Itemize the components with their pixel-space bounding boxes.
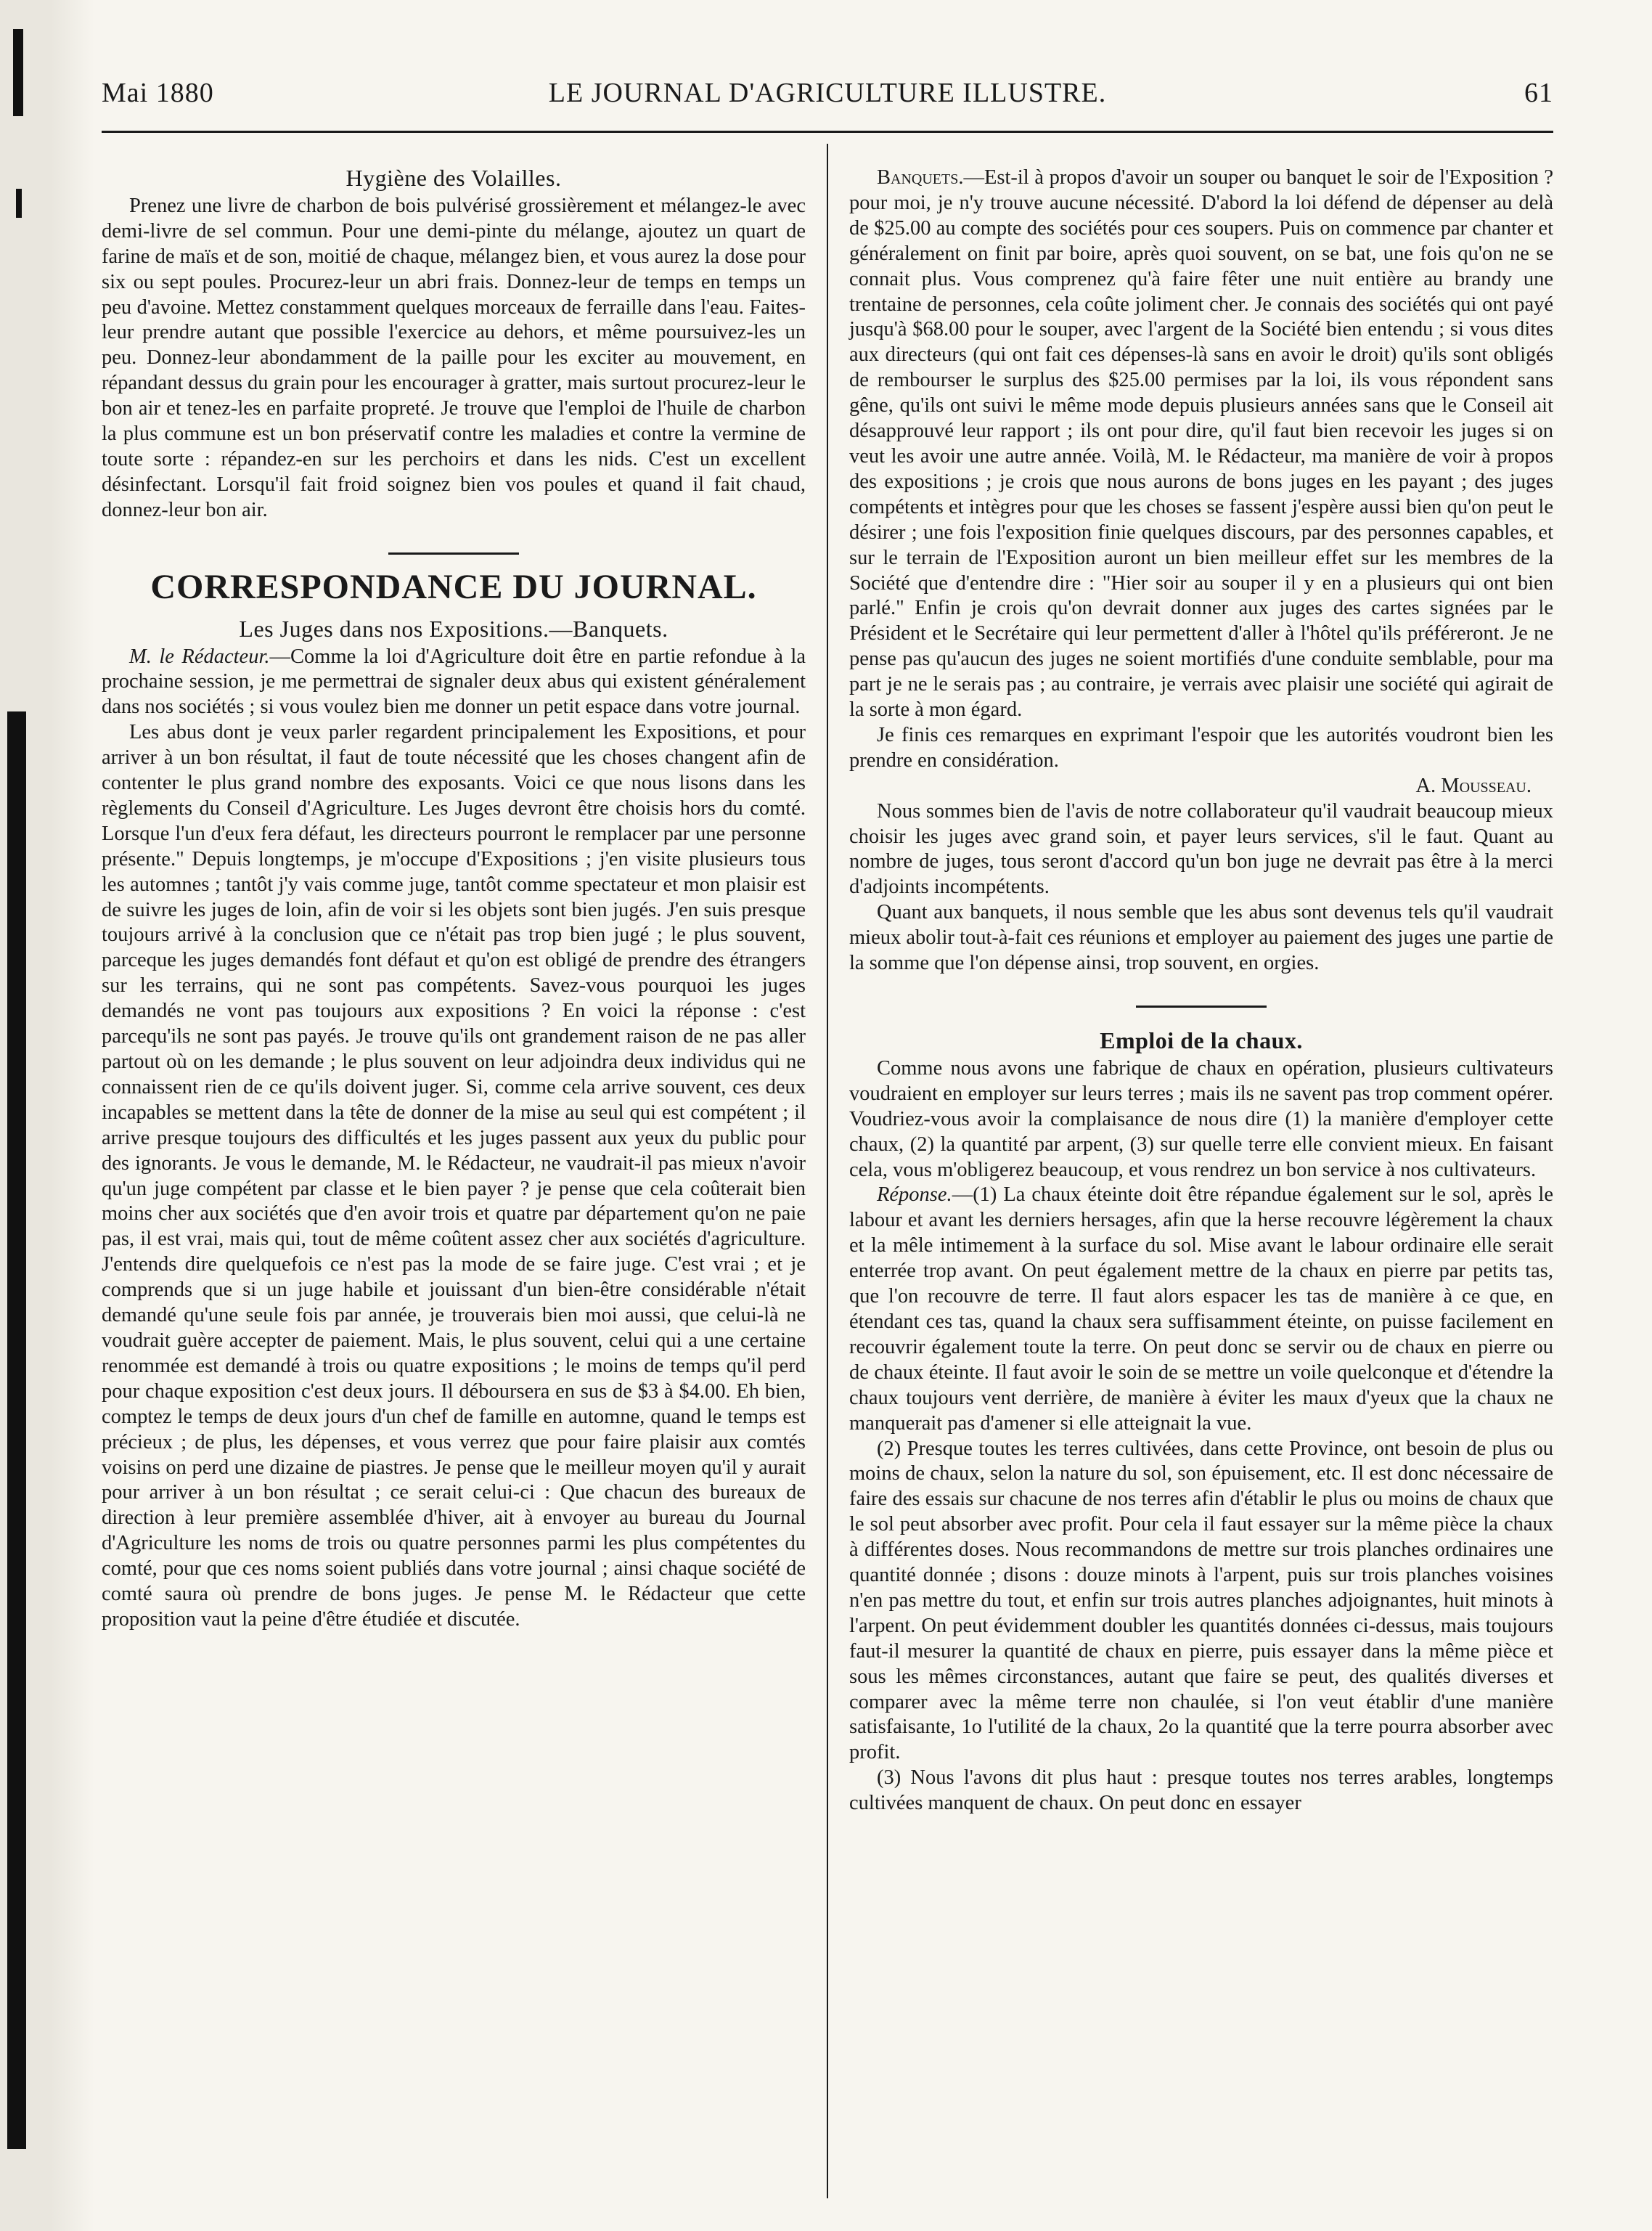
banquets-label: Banquets. bbox=[877, 166, 964, 189]
section-divider bbox=[388, 552, 519, 555]
section-divider-2 bbox=[1136, 1006, 1267, 1008]
hygiene-title: Hygiène des Volailles. bbox=[345, 165, 562, 191]
correspondance-p1: —Comme la loi d'Agriculture doit être en partie refondue à la prochaine session, je me permettrai de signaler deux abus qui existent généralement dans nos sociétés ; si vous voulez bien me donner un petit espace dans votre journal. bbox=[102, 645, 806, 719]
newspaper-page bbox=[102, 70, 1553, 2211]
correspondance-p2: Les abus dont je veux parler regardent principalement les Expositions, et pour arriver à un bon résultat, il faut de toute nécessité que les choses changent afin de contenter le plus grand nombre des exposants. Voici ce que nous lisons dans les règlements du Conseil d'Agriculture. Les Juges devront être choisis hors du comté. Lorsque l'un d'eux fera défaut, les directeurs pourront le remplacer par une personne présente." Depuis longtemps, je m'occupe d'Expositions ; j'en visite plusieurs tous les automnes ; tantôt j'y vais comme juge, tantôt comme spectateur et mon plaisir est de suivre les juges de loin, afin de voir si les objets sont bien jugés. J'en suis presque toujours arrivé à la conclusion que ce n'était pas trop bien jugé ; le plus souvent, parceque les juges demandés font défaut et qu'on est obligé de prendre des étrangers sur les terrains, qui ne sont pas compétents. Savez-vous pourquoi les juges demandés ne vont pas toujours aux expositions ? En voici la réponse : c'est parcequ'ils ne sont pas payés. Je trouve qu'ils ont grandement raison de ne pas aller partout où on les demande ; le plus souvent on leur adjoindra deux individus qui ne connaissent rien de ce qu'ils doivent juger. Si, comme cela arrive souvent, ces deux incapables se mettent dans la tête de donner de la mise au seul qui est compétent ; il arrive presque toujours des difficultés et les juges passent aux yeux du public pour des ignorants. Je vous le demande, M. le Rédacteur, ne vaudrait-il pas mieux n'avoir qu'un juge compétent par classe et le bien payer ? je pense que cela coûterait bien moins cher aux sociétés que d'en avoir trois et quatre par département qu'on ne paie pas, il est vrai, mais qui, tout de même coûtent assez cher aux sociétés d'agriculture. J'entends dire quelquefois ce n'est pas la mode de se faire juge. C'est vrai ; et je comprends que si un juge habile et jouissant d'un bien-être considérable n'était demandé qu'une seule fois par année, je trouverais bien moi aussi, que celui-là ne voudrait guère accepter de paiement. Mais, le plus souvent, celui qui a une certaine renommée est demandé à trois ou quatre expositions ; le moins de temps qu'il perd pour chaque exposition c'est deux jours. Il déboursera en sus de $3 à $4.00. Eh bien, comptez le temps de deux jours d'un chef de famille en automne, quand le temps est précieux ; de plus, les dépenses, et vous verrez que pour faire plaisir aux comtés voisins on perd une dizaine de piastres. Je pense que le meilleur moyen qu'il y aurait pour arriver à un bon résultat ; ce serait celui-ci : Que chacun des bureaux de direction à leur première assemblée d'hiver, ait à envoyer au bureau du Journal d'Agriculture les noms de trois ou quatre personnes parmi les plus compétentes du comté, pour que ces noms soient publiés dans votre journal ; ainsi chaque société de comté saura où prendre de bons juges. Je pense M. le Rédacteur que cette proposition vaut la peine d'être étudiée et discutée. bbox=[102, 721, 806, 1631]
correspondance-p3: —Est-il à propos d'avoir un souper ou banquet le soir de l'Exposition ? pour moi, je n'y trouve aucune nécessité. D'abord la loi défend de dépenser au delà de $25.00 au compte des sociétés pour ces soupers. Puis on commence par chanter et généralement on finit par boire, après quoi souvent, on se bat, une fois qu'on ne se connait plus. Vous comprenez qu'à faire fêter une nuit entière au brandy une trentaine de personnes, cela coûte joliment cher. Je connais des sociétés qui ont payé jusqu'à $68.00 pour le souper, avec l'argent de la Société bien entendu ; si vous dites aux directeurs (qui ont fait ces dépenses-là sans en avoir le droit) qu'ils sont obligés de rembourser le surplus des $25.00 permises par la loi, ils vous répondent sans gêne, qu'ils ont suivi le même mode depuis plusieurs années sans que le Conseil ait désapprouvé leur rapport ; ils ont pour dire, qu'il faut bien recevoir les juges si on veut les avoir une autre année. Voilà, M. le Rédacteur, ma manière de voir à propos des expositions ; je crois que nous aurons de bons juges en les payant ; des juges compétents et intègres pour que les choses se fassent j'espère aussi bien qu'on peut le désirer ; une fois l'exposition finie quelques discours, par des personnes capables, et sur le terrain de l'Exposition auront un bien meilleur effet sur les membres de la Société que d'entendre dire : "Hier soir au souper il y en a plusieurs qui ont bien parlé." Enfin je crois qu'on devrait donner aux juges des cartes signées par le Président et le Secrétaire qui leur permettent d'aller à l'hôtel qu'ils préféreront. Je ne pense pas qu'aucun des juges ne soient mortifiés d'une conduite semblable, pour ma part je ne le serais pas ; au contraire, je verrais avec plaisir une société qui agirait de la sorte à mon égard. bbox=[849, 166, 1553, 722]
chaux-reponse-1 bbox=[849, 1183, 1553, 1436]
salutation: M. le Rédacteur. bbox=[129, 645, 270, 668]
chaux-question: Comme nous avons une fabrique de chaux en opération, plusieurs cultivateurs voudraient en employer sur leurs terres ; mais ils ne savent pas trop comment opérer. Voudriez-vous avoir la complaisance de nous dire (1) la manière d'employer cette chaux, (2) la quantité par arpent, (3) sur quelle terre elle convient mieux. En faisant cela, vous m'obligerez beaucoup, et vous rendrez un bon service à nos cultivateurs. bbox=[849, 1056, 1553, 1181]
chaux-r1: —(1) La chaux éteinte doit être répandue également sur le sol, après le labour et avant les derniers hersages, afin que la herse recouvre légèrement la chaux et la mêle intimement à la surface du sol. Mise avant le labour ordinaire elle serait enterrée trop avant. On peut également mettre de la chaux en pierre par petits tas, que l'on recouvre de terre. Il faut alors espacer les tas de manière à ce que, en étendant ces tas, quand la chaux sera suffisamment éteinte, on puisse facilement en recouvrir également toute la terre. On peut donc se servir ou de chaux en pierre ou de chaux éteinte. Il faut avoir le soin de se mettre un voile quelconque et d'étendre la chaux toujours vent derrière, de manière à éviter les maux d'yeux que la chaux ne manquerait pas d'amener si elle atteignait la vue. bbox=[849, 1183, 1553, 1435]
header-date: Mai 1880 bbox=[102, 78, 214, 108]
chaux-r3: (3) Nous l'avons dit plus haut : presque toutes nos terres arables, longtemps cultivées manquent de chaux. On peut donc en essayer bbox=[849, 1766, 1553, 1815]
reponse-label: Réponse. bbox=[877, 1183, 952, 1207]
left-column bbox=[102, 166, 806, 1633]
hygiene-body: Prenez une livre de charbon de bois pulvérisé grossièrement et mélangez-le avec demi-livre de sel commun. Pour une demi-pinte du mélange, ajoutez un quart de farine de maïs et de son, moitié de chaque, mélangez bien, et vous aurez la dose pour six ou sept poules. Procurez-leur un abri frais. Donnez-leur de temps en temps un peu d'avoine. Mettez constamment quelques morceaux de ferraille dans l'eau. Faites-leur prendre autant que possible l'exercice au dehors, et même poursuivez-les un peu. Donnez-leur abondamment de la paille pour les exciter au mouvement, en répandant dessus du grain pour les encourager à gratter, mais surtout procurez-leur le bon air et tenez-les en parfaite propreté. Je trouve que l'emploi de l'huile de charbon la plus commune est un bon préservatif contre les maladies et contre la vermine de toute sorte : répandez-en sur les perchoirs et dans les nids. C'est un excellent désinfectant. Lorsqu'il fait froid soignez bien vos poules et quand il fait chaud, donnez-leur bon air. bbox=[102, 194, 806, 521]
chaux-title: Emploi de la chaux. bbox=[1100, 1027, 1303, 1053]
correspondance-subtitle: Les Juges dans nos Expositions.—Banquets. bbox=[239, 615, 668, 642]
signature: A. Mousseau. bbox=[1415, 774, 1532, 797]
header-page-number: 61 bbox=[1524, 78, 1553, 108]
right-column bbox=[849, 166, 1553, 1816]
correspondance-intro bbox=[102, 645, 806, 721]
header-rule bbox=[102, 131, 1553, 133]
editor-reply-p5: Nous sommes bien de l'avis de notre collaborateur qu'il vaudrait beaucoup mieux choisir les juges avec grand soin, et payer leurs services, s'il le faut. Quant au nombre de juges, tous seront d'accord qu'un bon juge ne devrait pas être à la merci d'adjoints incompétents. bbox=[849, 799, 1553, 899]
page-binding-edge bbox=[0, 0, 94, 2231]
chaux-r2: (2) Presque toutes les terres cultivées, dans cette Province, ont besoin de plus ou moins de chaux, selon la nature du sol, son épuisement, etc. Il est donc nécessaire de faire des essais sur chacune de nos terres afin d'établir le plus ou moins de chaux que le sol peut absorber avec profit. Pour cela il faut essayer sur la même pièce la chaux à différentes doses. Nous recommandons de mettre sur trois planches ordinaires une quantité donnée ; disons : douze minots à l'arpent, puis sur trois planches voisines n'en pas mettre du tout, et enfin sur trois autres planches adjoignantes, huit minots à l'arpent. On peut évidemment doubler les quantités données ci-dessus, mais toujours faut-il mesurer la quantité de chaux en pierre, puis essayer dans la même pièce et sous les mêmes circonstances, autant que faire se peut, des qualités diverses et comparer avec la même terre non chaulée, si l'on veut établir d'une manière satisfaisante, 1o l'utilité de la chaux, 2o la quantité que la terre pourra absorber avec profit. bbox=[849, 1437, 1553, 1764]
header-title: LE JOURNAL D'AGRICULTURE ILLUSTRE. bbox=[548, 78, 1107, 108]
page-header bbox=[102, 70, 1553, 121]
correspondance-p4: Je finis ces remarques en exprimant l'espoir que les autorités voudront bien les prendre en considération. bbox=[849, 723, 1553, 772]
banquets-paragraph bbox=[849, 166, 1553, 723]
correspondance-title: CORRESPONDANCE DU JOURNAL. bbox=[150, 567, 757, 606]
editor-reply-p6: Quant aux banquets, il nous semble que les abus sont devenus tels qu'il vaudrait mieux abolir tout-à-fait ces réunions et employer au paiement des juges une partie de la somme que l'on dépense ainsi, trop souvent, en orgies. bbox=[849, 901, 1553, 975]
column-divider bbox=[827, 144, 828, 2198]
